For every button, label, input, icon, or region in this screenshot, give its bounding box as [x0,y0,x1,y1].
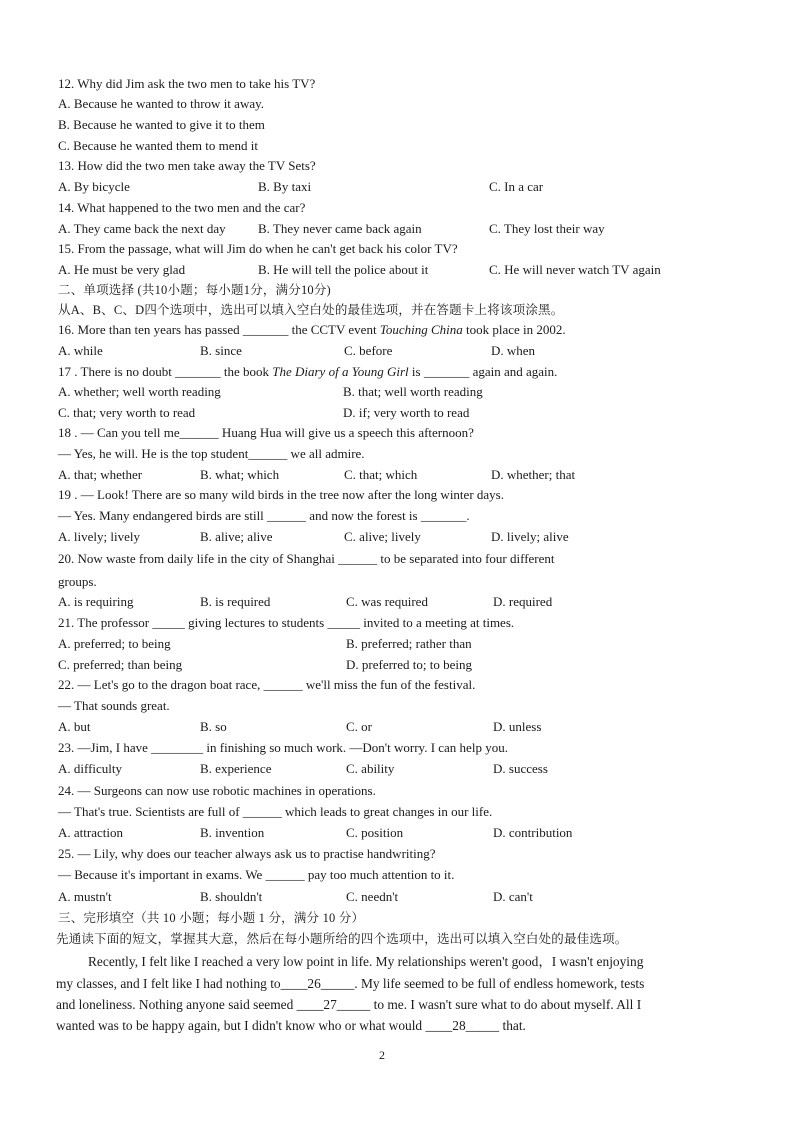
q21-option-b: B. preferred; rather than [346,636,472,651]
passage-line-1: Recently, I felt like I reached a very low point in life. My relationships weren't good，I wasn't enjoying [88,954,644,969]
q17-option-b: B. that; well worth reading [343,384,483,399]
q16-option-b: B. since [200,343,242,358]
q16-option-c: C. before [344,343,393,358]
q17-option-d: D. if; very worth to read [343,405,470,420]
q13-stem: 13. How did the two men take away the TV Sets? [58,158,316,173]
q20-line1: 20. Now waste from daily life in the city of Shanghai ______ to be separated into four different [58,551,555,566]
q15-option-c: C. He will never watch TV again [489,262,661,277]
q19-option-a: A. lively; lively [58,529,140,544]
passage-line-2: my classes, and I felt like I had nothing to____26_____. My life seemed to be full of endless homework, tests [56,976,645,991]
q17-title: The Diary of a Young Girl [272,364,409,379]
passage-line-3: and loneliness. Nothing anyone said seemed ____27_____ to me. I wasn't sure what to do about myself. All I [56,997,642,1012]
q16-title: Touching China [379,322,463,337]
section2-instruction: 从A、B、C、D四个选项中，选出可以填入空白处的最佳选项，并在答题卡上将该项涂黑。 [58,303,564,317]
q21-option-c: C. preferred; than being [58,657,183,672]
q24-option-c: C. position [346,825,404,840]
q13-option-b: B. By taxi [258,179,312,194]
q25-line2: — Because it's important in exams. We ______ pay too much attention to it. [58,867,455,882]
q25-option-b: B. shouldn't [200,889,263,904]
q25-option-c: C. needn't [346,889,399,904]
q22-option-b: B. so [200,719,227,734]
q24-line2: — That's true. Scientists are full of ______ which leads to great changes in our life. [58,804,493,819]
section3-instruction: 先通读下面的短文，掌握其大意，然后在每小题所给的四个选项中，选出可以填入空白处的最佳选项。 [56,932,628,946]
q18-line1: 18 . — Can you tell me______ Huang Hua will give us a speech this afternoon? [58,425,474,440]
q22-option-d: D. unless [493,719,542,734]
q15-option-a: A. He must be very glad [58,262,186,277]
q23-option-d: D. success [493,761,548,776]
q19-line2: — Yes. Many endangered birds are still ______ and now the forest is _______. [58,508,470,523]
q22-option-a: A. but [58,719,91,734]
q16-option-a: A. while [58,343,103,358]
q14-option-c: C. They lost their way [489,221,605,236]
q25-option-d: D. can't [493,889,533,904]
q13-option-c: C. In a car [489,179,544,194]
q12-stem: 12. Why did Jim ask the two men to take his TV? [58,76,316,91]
q13-option-a: A. By bicycle [58,179,130,194]
q17-option-a: A. whether; well worth reading [58,384,221,399]
q19-option-b: B. alive; alive [200,529,273,544]
q20-option-a: A. is requiring [58,594,134,609]
q20-option-b: B. is required [200,594,271,609]
page-number: 2 [379,1048,385,1062]
q12-option-b: B. Because he wanted to give it to them [58,117,265,132]
q20-option-c: C. was required [346,594,428,609]
section2-heading: 二、单项选择 (共10小题；每小题1分，满分10分) [58,283,331,297]
q18-option-d: D. whether; that [491,467,576,482]
q18-option-c: C. that; which [344,467,418,482]
q17-option-c: C. that; very worth to read [58,405,196,420]
q24-option-b: B. invention [200,825,265,840]
q24-line1: 24. — Surgeons can now use robotic machines in operations. [58,783,376,798]
q18-option-b: B. what; which [200,467,280,482]
q22-line2: — That sounds great. [58,698,170,713]
q18-line2: — Yes, he will. He is the top student______ we all admire. [58,446,365,461]
q21-option-d: D. preferred to; to being [346,657,472,672]
q25-line1: 25. — Lily, why does our teacher always ask us to practise handwriting? [58,846,436,861]
q22-line1: 22. — Let's go to the dragon boat race, ______ we'll miss the fun of the festival. [58,677,476,692]
q21-line1: 21. The professor _____ giving lectures to students _____ invited to a meeting at times. [58,615,515,630]
q15-stem: 15. From the passage, what will Jim do when he can't get back his color TV? [58,241,458,256]
q20-option-d: D. required [493,594,553,609]
q24-option-a: A. attraction [58,825,123,840]
q23-option-b: B. experience [200,761,272,776]
section3-heading: 三、完形填空（共 10 小题；每小题 1 分，满分 10 分） [58,911,365,925]
q12-option-a: A. Because he wanted to throw it away. [58,96,265,111]
q19-line1: 19 . — Look! There are so many wild birds in the tree now after the long winter days. [58,487,504,502]
q15-option-b: B. He will tell the police about it [258,262,429,277]
passage-line-4: wanted was to be happy again, but I didn't know who or what would ____28_____ that. [56,1018,526,1033]
q17-stem: 17 . There is no doubt _______ the book The Diary of a Young Girl is _______ again and again. [58,364,558,379]
q14-option-a: A. They came back the next day [58,221,226,236]
q22-option-c: C. or [346,719,372,734]
q19-option-c: C. alive; lively [344,529,421,544]
q23-line1: 23. —Jim, I have ________ in finishing so much work. —Don't worry. I can help you. [58,740,508,755]
q14-stem: 14. What happened to the two men and the car? [58,200,306,215]
q19-option-d: D. lively; alive [491,529,569,544]
q14-option-b: B. They never came back again [258,221,422,236]
q18-option-a: A. that; whether [58,467,143,482]
q23-option-c: C. ability [346,761,395,776]
q24-option-d: D. contribution [493,825,573,840]
q21-option-a: A. preferred; to being [58,636,171,651]
q20-line2: groups. [58,574,97,589]
q23-option-a: A. difficulty [58,761,123,776]
q16-option-d: D. when [491,343,536,358]
q25-option-a: A. mustn't [58,889,112,904]
q16-stem: 16. More than ten years has passed _______ the CCTV event Touching China took place in 2002. [58,322,566,337]
q12-option-c: C. Because he wanted them to mend it [58,138,259,153]
